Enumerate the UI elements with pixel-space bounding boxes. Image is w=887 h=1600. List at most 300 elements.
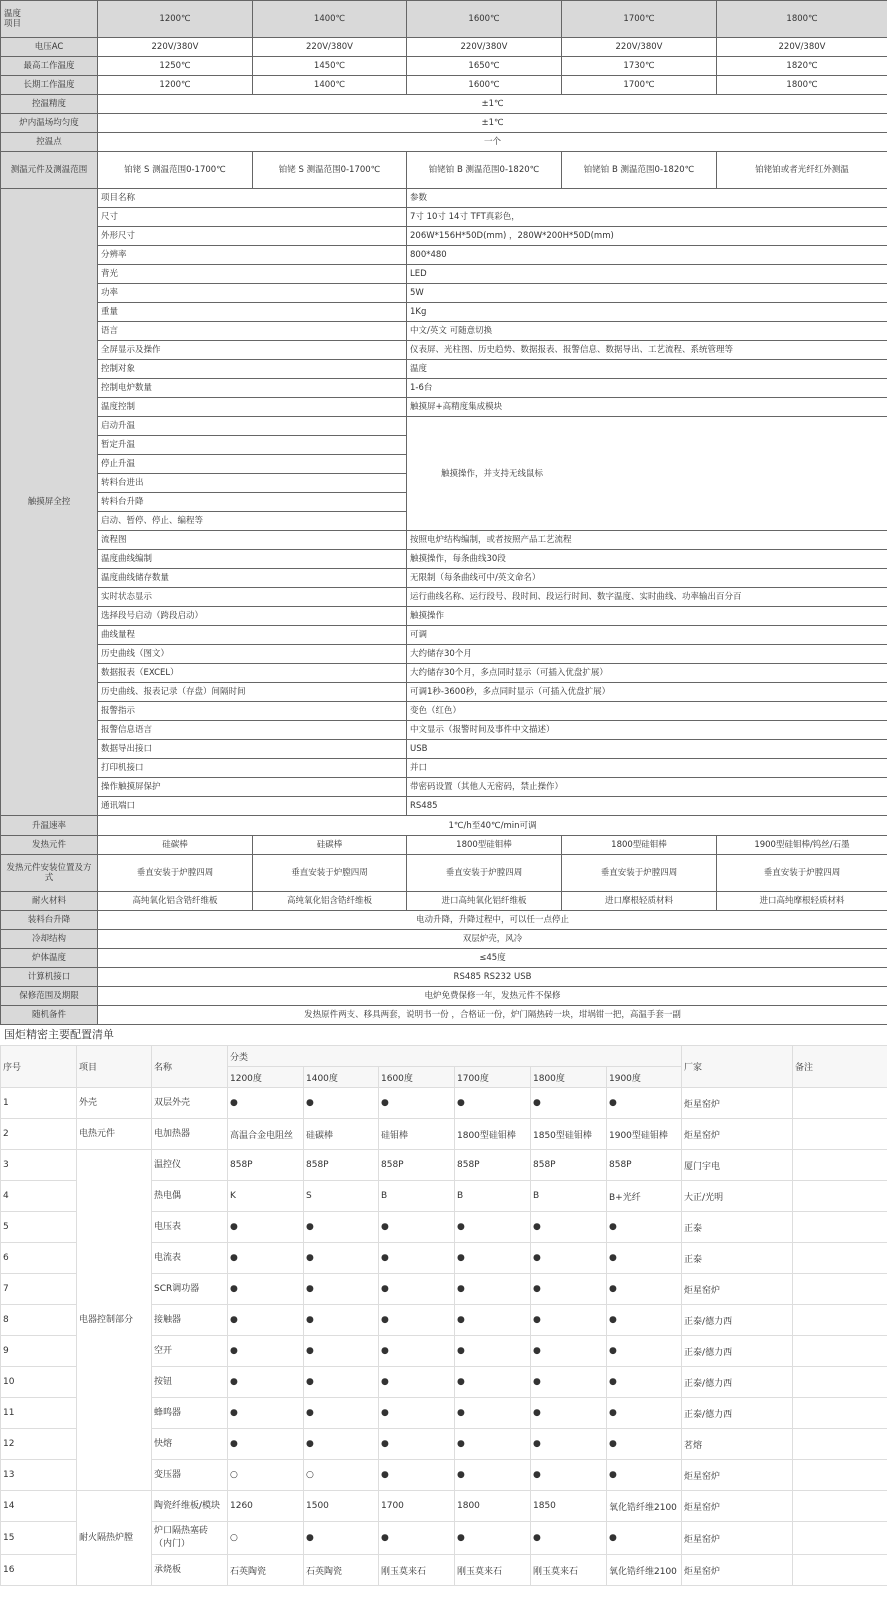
row-number: 16: [1, 1555, 77, 1586]
row-number: 9: [1, 1336, 77, 1367]
config-value: ●: [531, 1398, 607, 1429]
config-value: 刚玉莫来石: [531, 1555, 607, 1586]
maker: 厦门宇电: [682, 1150, 793, 1181]
component-name: 双层外壳: [152, 1088, 228, 1119]
component-name: 变压器: [152, 1460, 228, 1491]
table-row: [1, 57, 887, 76]
config-value: ●: [379, 1212, 455, 1243]
config-value: ●: [379, 1429, 455, 1460]
component-name: 热电偶: [152, 1181, 228, 1212]
component-name: 电加热器: [152, 1119, 228, 1150]
config-value: B: [531, 1181, 607, 1212]
table-cell: 中文显示（报警时间及事件中文描述）: [407, 721, 887, 740]
note-cell: [793, 1212, 887, 1243]
config-value: ●: [531, 1429, 607, 1460]
table-row: [1, 398, 887, 417]
header-temp: 1600℃: [407, 1, 562, 38]
header-temp: 1800℃: [717, 1, 887, 38]
row-label: 保修范围及期限: [1, 987, 98, 1006]
table-cell: 进口高纯氧化铝纤维板: [407, 892, 562, 911]
table-cell: 触摸操作: [407, 607, 887, 626]
table-row: [1, 1006, 887, 1025]
row-label: 最高工作温度: [1, 57, 98, 76]
table-cell: 曲线量程: [98, 626, 407, 645]
config-value: ●: [304, 1336, 379, 1367]
config-value: ●: [455, 1274, 531, 1305]
row-number: 11: [1, 1398, 77, 1429]
table-cell: 硅碳棒: [98, 836, 253, 855]
component-name: 电压表: [152, 1212, 228, 1243]
table-row: [1, 949, 887, 968]
note-cell: [793, 1460, 887, 1491]
config-value: ●: [228, 1398, 304, 1429]
config-value: 刚玉莫来石: [379, 1555, 455, 1586]
config-value: ●: [607, 1398, 682, 1429]
table-cell: 垂直安装于炉膛四周: [253, 855, 407, 892]
config-row: [1, 1150, 887, 1181]
config-header-row: [1, 1046, 887, 1067]
component-name: 炉口隔热塞砖（内门）: [152, 1522, 228, 1555]
component-name: 温控仪: [152, 1150, 228, 1181]
row-number: 10: [1, 1367, 77, 1398]
table-row: [1, 588, 887, 607]
table-cell: 垂直安装于炉膛四周: [717, 855, 887, 892]
table-row: [1, 664, 887, 683]
table-cell: 垂直安装于炉膛四周: [562, 855, 717, 892]
config-value: ●: [531, 1367, 607, 1398]
table-cell: 双层炉壳，风冷: [98, 930, 887, 949]
component-name: 空开: [152, 1336, 228, 1367]
touch-group-label: 触摸屏全控: [1, 189, 98, 816]
maker: 正泰: [682, 1212, 793, 1243]
table-cell: USB: [407, 740, 887, 759]
table-row: [1, 379, 887, 398]
table-row: [1, 114, 887, 133]
config-value: 1500: [304, 1491, 379, 1522]
table-row: [1, 265, 887, 284]
table-cell: 控制对象: [98, 360, 407, 379]
config-value: ●: [531, 1088, 607, 1119]
maker: 正泰/德力西: [682, 1336, 793, 1367]
table-cell: 报警信息语言: [98, 721, 407, 740]
config-value: 858P: [304, 1150, 379, 1181]
table-row: [1, 816, 887, 836]
table-cell: 仪表屏、光柱图、历史趋势、数据报表、报警信息、数据导出、工艺流程、系统管理等: [407, 341, 887, 360]
col-header: 项目: [77, 1046, 152, 1088]
maker: 炬星窑炉: [682, 1522, 793, 1555]
config-value: 石英陶瓷: [228, 1555, 304, 1586]
table-cell: 语言: [98, 322, 407, 341]
table-cell: 进口高纯摩根轻质材料: [717, 892, 887, 911]
config-value: 1800型硅钼棒: [455, 1119, 531, 1150]
table-row: [1, 322, 887, 341]
config-value: ○: [304, 1460, 379, 1491]
table-cell: RS485 RS232 USB: [98, 968, 887, 987]
config-value: 858P: [607, 1150, 682, 1181]
table-cell: 1-6台: [407, 379, 887, 398]
table-cell: ±1℃: [98, 114, 887, 133]
config-value: ●: [607, 1460, 682, 1491]
config-value: ●: [455, 1460, 531, 1491]
config-value: ●: [455, 1088, 531, 1119]
config-value: B+光纤: [607, 1181, 682, 1212]
table-row: [1, 531, 887, 550]
table-cell: 大约储存30个月: [407, 645, 887, 664]
table-row: [1, 284, 887, 303]
config-value: B: [455, 1181, 531, 1212]
config-value: ●: [607, 1243, 682, 1274]
config-value: ●: [531, 1522, 607, 1555]
config-value: K: [228, 1181, 304, 1212]
table-cell: 启动、暂停、停止、编程等: [98, 512, 407, 531]
table-row: [1, 797, 887, 816]
table-cell: 通讯端口: [98, 797, 407, 816]
config-value: 1800: [455, 1491, 531, 1522]
note-cell: [793, 1398, 887, 1429]
table-cell: 参数: [407, 189, 887, 208]
config-value: ●: [379, 1336, 455, 1367]
table-row: [1, 95, 887, 114]
spec-header-row: [1, 1, 887, 38]
row-label: 长期工作温度: [1, 76, 98, 95]
table-cell: 1200℃: [98, 76, 253, 95]
maker: 炬星窑炉: [682, 1460, 793, 1491]
component-name: 电流表: [152, 1243, 228, 1274]
row-label: 控温精度: [1, 95, 98, 114]
note-cell: [793, 1150, 887, 1181]
table-cell: 220V/380V: [407, 38, 562, 57]
note-cell: [793, 1522, 887, 1555]
config-value: ●: [531, 1305, 607, 1336]
table-row: [1, 836, 887, 855]
row-label: 炉体温度: [1, 949, 98, 968]
config-value: B: [379, 1181, 455, 1212]
note-cell: [793, 1274, 887, 1305]
table-row: [1, 645, 887, 664]
table-row: [1, 189, 887, 208]
temp-header: 1800度: [531, 1067, 607, 1088]
row-label: 炉内温场均匀度: [1, 114, 98, 133]
group-label: 外壳: [77, 1088, 152, 1119]
config-value: 1900型硅钼棒: [607, 1119, 682, 1150]
table-cell: 1900型硅钼棒/钨丝/石墨: [717, 836, 887, 855]
table-cell: 触摸屏+高精度集成模块: [407, 398, 887, 417]
temp-header: 1200度: [228, 1067, 304, 1088]
table-row: [1, 892, 887, 911]
config-value: ●: [455, 1398, 531, 1429]
table-cell: 历史曲线、报表记录（存盘）间隔时间: [98, 683, 407, 702]
component-name: 承烧板: [152, 1555, 228, 1586]
config-value: ●: [228, 1243, 304, 1274]
config-value: ●: [455, 1429, 531, 1460]
config-value: 石英陶瓷: [304, 1555, 379, 1586]
config-value: ●: [304, 1212, 379, 1243]
config-value: ●: [607, 1305, 682, 1336]
maker: 炬星窑炉: [682, 1119, 793, 1150]
config-value: ●: [304, 1367, 379, 1398]
table-cell: 1600℃: [407, 76, 562, 95]
table-cell: 硅碳棒: [253, 836, 407, 855]
table-cell: 220V/380V: [253, 38, 407, 57]
row-label: 装料台升降: [1, 911, 98, 930]
row-label: 发热元件安装位置及方式: [1, 855, 98, 892]
config-value: ●: [379, 1274, 455, 1305]
config-value: 1700: [379, 1491, 455, 1522]
config-value: ●: [228, 1212, 304, 1243]
config-value: ●: [455, 1336, 531, 1367]
table-cell: 温度控制: [98, 398, 407, 417]
config-value: ○: [228, 1460, 304, 1491]
config-value: ●: [304, 1522, 379, 1555]
row-number: 7: [1, 1274, 77, 1305]
row-number: 8: [1, 1305, 77, 1336]
config-value: ●: [607, 1367, 682, 1398]
table-row: [1, 626, 887, 645]
temp-header: 1600度: [379, 1067, 455, 1088]
table-cell: 铂铑 S 测温范围0-1700℃: [253, 152, 407, 189]
config-value: 氧化锆纤维2100: [607, 1555, 682, 1586]
config-value: ●: [607, 1429, 682, 1460]
table-cell: 温度: [407, 360, 887, 379]
table-cell: 7寸 10寸 14寸 TFT真彩色，: [407, 208, 887, 227]
config-value: ●: [607, 1212, 682, 1243]
table-cell: 数据报表（EXCEL）: [98, 664, 407, 683]
table-row: [1, 778, 887, 797]
table-cell: 背光: [98, 265, 407, 284]
config-value: 硅钼棒: [379, 1119, 455, 1150]
group-label: 耐火隔热炉膛: [77, 1491, 152, 1586]
config-value: 858P: [379, 1150, 455, 1181]
config-title: 国炬精密主要配置清单: [4, 1028, 114, 1041]
table-cell: 选择段号启动（跨段启动）: [98, 607, 407, 626]
table-cell: 1450℃: [253, 57, 407, 76]
table-cell: 铂铑铂或者光纤红外测温: [717, 152, 887, 189]
table-cell: 温度曲线编制: [98, 550, 407, 569]
header-bottom: 项目: [4, 19, 22, 29]
table-cell: 220V/380V: [98, 38, 253, 57]
table-cell: 1250℃: [98, 57, 253, 76]
table-cell: 1730℃: [562, 57, 717, 76]
table-cell: 可调: [407, 626, 887, 645]
header-temp: 1400℃: [253, 1, 407, 38]
table-cell: 转料台进出: [98, 474, 407, 493]
config-value: ●: [304, 1429, 379, 1460]
header-temp: 1200℃: [98, 1, 253, 38]
config-value: ●: [607, 1274, 682, 1305]
config-value: ●: [379, 1522, 455, 1555]
maker: 炬星窑炉: [682, 1274, 793, 1305]
table-cell: 数据导出接口: [98, 740, 407, 759]
table-cell: 暂定升温: [98, 436, 407, 455]
table-cell: 转料台升降: [98, 493, 407, 512]
config-value: ●: [304, 1398, 379, 1429]
table-row: [1, 702, 887, 721]
table-cell: 800*480: [407, 246, 887, 265]
config-value: 858P: [455, 1150, 531, 1181]
config-value: ●: [607, 1088, 682, 1119]
config-value: ●: [455, 1212, 531, 1243]
maker: 炬星窑炉: [682, 1088, 793, 1119]
table-row: [1, 987, 887, 1006]
table-cell: 打印机接口: [98, 759, 407, 778]
table-cell: ≤45度: [98, 949, 887, 968]
table-cell: 历史曲线（图文）: [98, 645, 407, 664]
maker: 大正/光明: [682, 1181, 793, 1212]
table-cell: 分辨率: [98, 246, 407, 265]
group-label: 电器控制部分: [77, 1150, 152, 1491]
config-value: ●: [304, 1088, 379, 1119]
config-value: ●: [228, 1274, 304, 1305]
config-value: 1850: [531, 1491, 607, 1522]
col-header: 序号: [1, 1046, 77, 1088]
table-cell: 全屏显示及操作: [98, 341, 407, 360]
maker: 正泰/德力西: [682, 1367, 793, 1398]
config-value: ●: [228, 1088, 304, 1119]
row-number: 5: [1, 1212, 77, 1243]
temp-header: 1700度: [455, 1067, 531, 1088]
table-cell: 一个: [98, 133, 887, 152]
table-cell: 高纯氧化铝含锆纤维板: [253, 892, 407, 911]
config-value: ●: [455, 1243, 531, 1274]
table-cell: 触摸操作，并支持无线鼠标: [407, 417, 887, 531]
table-row: [1, 759, 887, 778]
row-number: 2: [1, 1119, 77, 1150]
config-value: ●: [607, 1522, 682, 1555]
table-cell: 可调1秒-3600秒，多点同时显示（可插入优盘扩展）: [407, 683, 887, 702]
note-cell: [793, 1119, 887, 1150]
config-value: 858P: [228, 1150, 304, 1181]
table-row: [1, 360, 887, 379]
config-value: ●: [455, 1367, 531, 1398]
table-cell: 垂直安装于炉膛四周: [407, 855, 562, 892]
config-value: ●: [379, 1243, 455, 1274]
note-cell: [793, 1181, 887, 1212]
row-label: 控温点: [1, 133, 98, 152]
row-label: 升温速率: [1, 816, 98, 836]
config-value: ●: [379, 1460, 455, 1491]
table-cell: 控制电炉数量: [98, 379, 407, 398]
component-name: 按钮: [152, 1367, 228, 1398]
maker: 炬星窑炉: [682, 1491, 793, 1522]
component-name: 快熔: [152, 1429, 228, 1460]
table-row: [1, 246, 887, 265]
note-cell: [793, 1088, 887, 1119]
row-number: 14: [1, 1491, 77, 1522]
table-row: [1, 721, 887, 740]
table-cell: 1820℃: [717, 57, 887, 76]
note-cell: [793, 1336, 887, 1367]
config-value: 硅碳棒: [304, 1119, 379, 1150]
row-number: 12: [1, 1429, 77, 1460]
row-label: 电压AC: [1, 38, 98, 57]
config-row: [1, 1119, 887, 1150]
table-cell: RS485: [407, 797, 887, 816]
col-header: 厂家: [682, 1046, 793, 1088]
table-row: [1, 855, 887, 892]
config-value: ●: [379, 1398, 455, 1429]
table-row: [1, 930, 887, 949]
col-header: 名称: [152, 1046, 228, 1088]
table-cell: 220V/380V: [562, 38, 717, 57]
table-cell: 5W: [407, 284, 887, 303]
table-cell: 电动升降，升降过程中，可以任一点停止: [98, 911, 887, 930]
row-number: 3: [1, 1150, 77, 1181]
table-cell: 发热原件两支、移具两套，说明书一份 ，合格证一份，炉门隔热砖一块，坩埚钳一把，高温手套一副: [98, 1006, 887, 1025]
component-name: 接触器: [152, 1305, 228, 1336]
table-cell: 1700℃: [562, 76, 717, 95]
table-cell: 外形尺寸: [98, 227, 407, 246]
note-cell: [793, 1555, 887, 1586]
header-corner: [1, 1, 98, 38]
config-value: ●: [531, 1336, 607, 1367]
row-label: 发热元件: [1, 836, 98, 855]
config-value: ●: [228, 1429, 304, 1460]
note-cell: [793, 1491, 887, 1522]
table-row: [1, 683, 887, 702]
table-row: [1, 550, 887, 569]
config-value: ●: [379, 1305, 455, 1336]
maker: 茗熔: [682, 1429, 793, 1460]
table-cell: 中文/英文 可随意切换: [407, 322, 887, 341]
table-cell: 220V/380V: [717, 38, 887, 57]
config-table: [0, 1045, 887, 1586]
table-cell: 进口摩根轻质材料: [562, 892, 717, 911]
table-cell: 尺寸: [98, 208, 407, 227]
config-value: ●: [304, 1243, 379, 1274]
table-cell: 铂铑 S 测温范围0-1700℃: [98, 152, 253, 189]
table-cell: 1Kg: [407, 303, 887, 322]
table-cell: 铂铑铂 B 测温范围0-1820℃: [562, 152, 717, 189]
header-temp: 1700℃: [562, 1, 717, 38]
table-row: [1, 341, 887, 360]
config-value: ●: [531, 1212, 607, 1243]
table-cell: 1400℃: [253, 76, 407, 95]
row-number: 13: [1, 1460, 77, 1491]
table-cell: 大约储存30个月，多点同时显示（可插入优盘扩展）: [407, 664, 887, 683]
table-cell: 功率: [98, 284, 407, 303]
table-cell: 铂铑铂 B 测温范围0-1820℃: [407, 152, 562, 189]
maker: 正泰: [682, 1243, 793, 1274]
component-name: 蜂鸣器: [152, 1398, 228, 1429]
maker: 正泰/德力西: [682, 1305, 793, 1336]
note-cell: [793, 1429, 887, 1460]
table-row: [1, 911, 887, 930]
table-cell: 1800℃: [717, 76, 887, 95]
row-label: 随机备件: [1, 1006, 98, 1025]
table-cell: 按照电炉结构编制，或者按照产品工艺流程: [407, 531, 887, 550]
table-cell: 1℃/h至40℃/min可调: [98, 816, 887, 836]
note-cell: [793, 1367, 887, 1398]
config-value: 1260: [228, 1491, 304, 1522]
table-cell: 启动升温: [98, 417, 407, 436]
note-cell: [793, 1305, 887, 1336]
table-cell: 带密码设置（其他人无密码，禁止操作）: [407, 778, 887, 797]
config-value: ●: [379, 1088, 455, 1119]
config-value: 858P: [531, 1150, 607, 1181]
table-row: [1, 607, 887, 626]
table-cell: 触摸操作，每条曲线30段: [407, 550, 887, 569]
config-value: ●: [455, 1522, 531, 1555]
table-cell: 变色（红色）: [407, 702, 887, 721]
config-value: ●: [455, 1305, 531, 1336]
config-value: ●: [304, 1305, 379, 1336]
config-value: 1850型硅钼棒: [531, 1119, 607, 1150]
table-cell: 206W*156H*50D(mm) ，280W*200H*50D(mm): [407, 227, 887, 246]
table-cell: 电炉免费保修一年，发热元件不保修: [98, 987, 887, 1006]
table-row: [1, 227, 887, 246]
table-cell: 重量: [98, 303, 407, 322]
table-cell: LED: [407, 265, 887, 284]
